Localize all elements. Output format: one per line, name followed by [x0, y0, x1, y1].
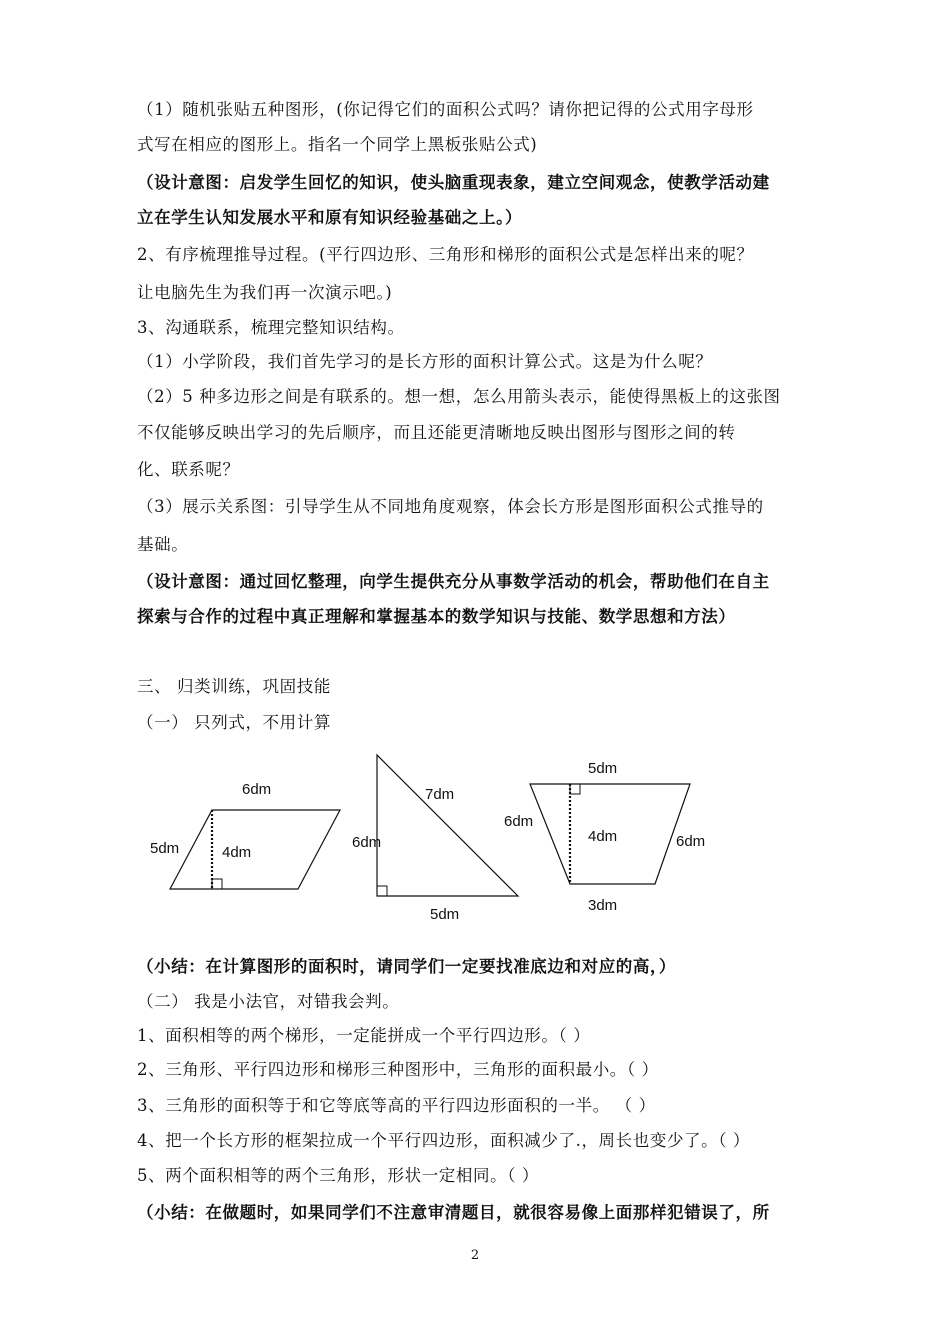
- design-intent-text: 探索与合作的过程中真正理解和掌握基本的数学知识与技能、数学思想和方法）: [137, 607, 736, 626]
- design-intent-text: 立在学生认知发展水平和原有知识经验基础之上。）: [137, 208, 523, 227]
- text-line: 让电脑先生为我们再一次演示吧。): [137, 283, 393, 302]
- section-heading: 三、 归类训练，巩固技能: [137, 677, 331, 696]
- triangle-shape: [377, 755, 518, 896]
- text-line: （2）5 种多边形之间是有联系的。想一想，怎么用箭头表示，能使得黑板上的这张图: [137, 387, 781, 406]
- trapezoid-top-label: 5dm: [588, 760, 618, 777]
- trapezoid-right-label: 6dm: [676, 833, 706, 850]
- design-intent-text: （设计意图：通过回忆整理，向学生提供充分从事数学活动的机会，帮助他们在自主: [137, 572, 770, 591]
- trapezoid-bottom-label: 3dm: [588, 897, 618, 914]
- parallelogram-height-label: 4dm: [222, 844, 252, 861]
- right-angle-marker: [212, 879, 222, 889]
- triangle-side-label: 6dm: [352, 834, 382, 851]
- text-line: 不仅能够反映出学习的先后顺序，而且还能更清晰地反映出图形与图形之间的转: [137, 423, 736, 442]
- summary-text: （小结：在计算图形的面积时，请同学们一定要找准底边和对应的高，）: [137, 957, 676, 976]
- design-intent-text: （设计意图：启发学生回忆的知识，使头脑重现表象，建立空间观念，使教学活动建: [137, 173, 770, 192]
- text-line: （1）随机张贴五种图形，(你记得它们的面积公式吗？请你把记得的公式用字母形: [137, 100, 754, 119]
- judge-item: 4、把一个长方形的框架拉成一个平行四边形，面积减少了.，周长也变少了。（ ）: [137, 1131, 751, 1150]
- subsection-heading: （二） 我是小法官，对错我会判。: [137, 992, 400, 1011]
- page-number: 2: [470, 1248, 480, 1263]
- parallelogram-top-label: 6dm: [242, 781, 272, 798]
- text-line: （3）展示关系图：引导学生从不同地角度观察，体会长方形是图形面积公式推导的: [137, 497, 764, 516]
- right-angle-marker: [570, 784, 580, 794]
- geometry-figures: [140, 745, 740, 930]
- judge-item: 2、三角形、平行四边形和梯形三种图形中，三角形的面积最小。（ ）: [137, 1060, 659, 1079]
- text-line: （1）小学阶段，我们首先学习的是长方形的面积计算公式。这是为什么呢？: [137, 352, 713, 371]
- parallelogram-side-label: 5dm: [150, 840, 180, 857]
- triangle-base-label: 5dm: [430, 906, 460, 923]
- parallelogram-shape: [170, 810, 340, 889]
- text-line: 式写在相应的图形上。指名一个同学上黑板张贴公式): [137, 135, 538, 154]
- trapezoid-height-label: 4dm: [588, 828, 618, 845]
- summary-text: （小结：在做题时，如果同学们不注意审清题目，就很容易像上面那样犯错误了，所: [137, 1203, 770, 1222]
- text-line: 基础。: [137, 535, 189, 554]
- subsection-heading: （一） 只列式，不用计算: [137, 713, 331, 732]
- trapezoid-left-label: 6dm: [504, 813, 534, 830]
- triangle-hyp-label: 7dm: [425, 786, 455, 803]
- text-line: 化、联系呢？: [137, 460, 240, 479]
- judge-item: 5、两个面积相等的两个三角形，形状一定相同。（ ）: [137, 1166, 539, 1185]
- text-line: 2、有序梳理推导过程。(平行四边形、三角形和梯形的面积公式是怎样出来的呢？: [137, 245, 754, 264]
- judge-item: 3、三角形的面积等于和它等底等高的平行四边形面积的一半。 （ ）: [137, 1096, 656, 1115]
- judge-item: 1、面积相等的两个梯形，一定能拼成一个平行四边形。（ ）: [137, 1026, 591, 1045]
- text-line: 3、沟通联系，梳理完整知识结构。: [137, 318, 405, 337]
- right-angle-marker: [377, 886, 387, 896]
